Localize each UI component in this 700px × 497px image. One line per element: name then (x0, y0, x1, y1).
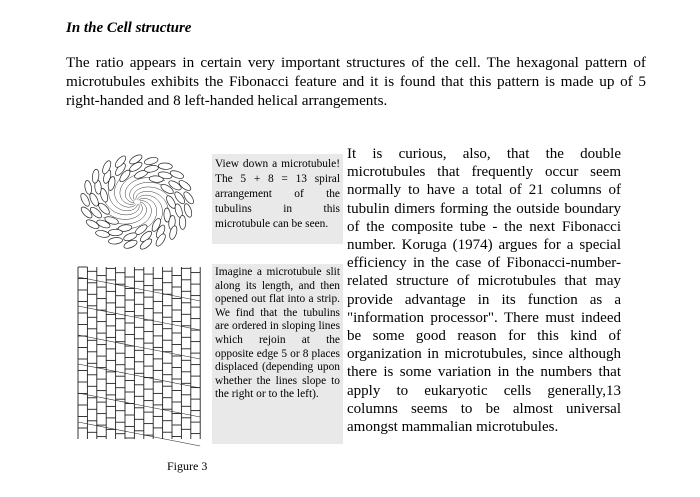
figure-caption-bottom: Imagine a microtubule slit along its length, and then opened out flat into a strip. We find that the tubulins are ordered in sloping lines which rejoin at the opposite edge 5 or 8 places displaced (depending upon whether the lines slope to the right or to the left). (212, 264, 343, 444)
body-paragraph: It is curious, also, that the double microtubules that frequently occur seem normally to have a total of 21 columns of tubulin dimers forming the outside boundary of the composite tube - the next Fibonacci number. Koruga (1974) argues for a special efficiency in the case of Fibonacci-number-related structure of microtubules that may provide advantage in its function as a "information processor". There must indeed be some good reason for this kind of organization in microtubules, since although there is some variation in the numbers that apply to eukaryotic cells generally,13 columns seems to be almost universal amongst mammalian microtubules. (347, 146, 621, 436)
section-title: In the Cell structure (66, 20, 192, 36)
figure-illustrations (65, 150, 212, 455)
intro-paragraph: The ratio appears in certain very important structures of the cell. The hexagonal pattern of microtubules exhibits the Fibonacci feature and it is found that this pattern is made up of 5 right-handed and 8 left-handed helical arrangements. (66, 54, 646, 109)
figure-caption-top: View down a microtubule! The 5 + 8 = 13 spiral arrangement of the tubulins in this microtubule can be seen. (212, 154, 343, 244)
tubulin-lattice-illustration (78, 267, 200, 446)
microtubule-cross-section-illustration (79, 153, 195, 251)
figure-label: Figure 3 (167, 459, 208, 473)
